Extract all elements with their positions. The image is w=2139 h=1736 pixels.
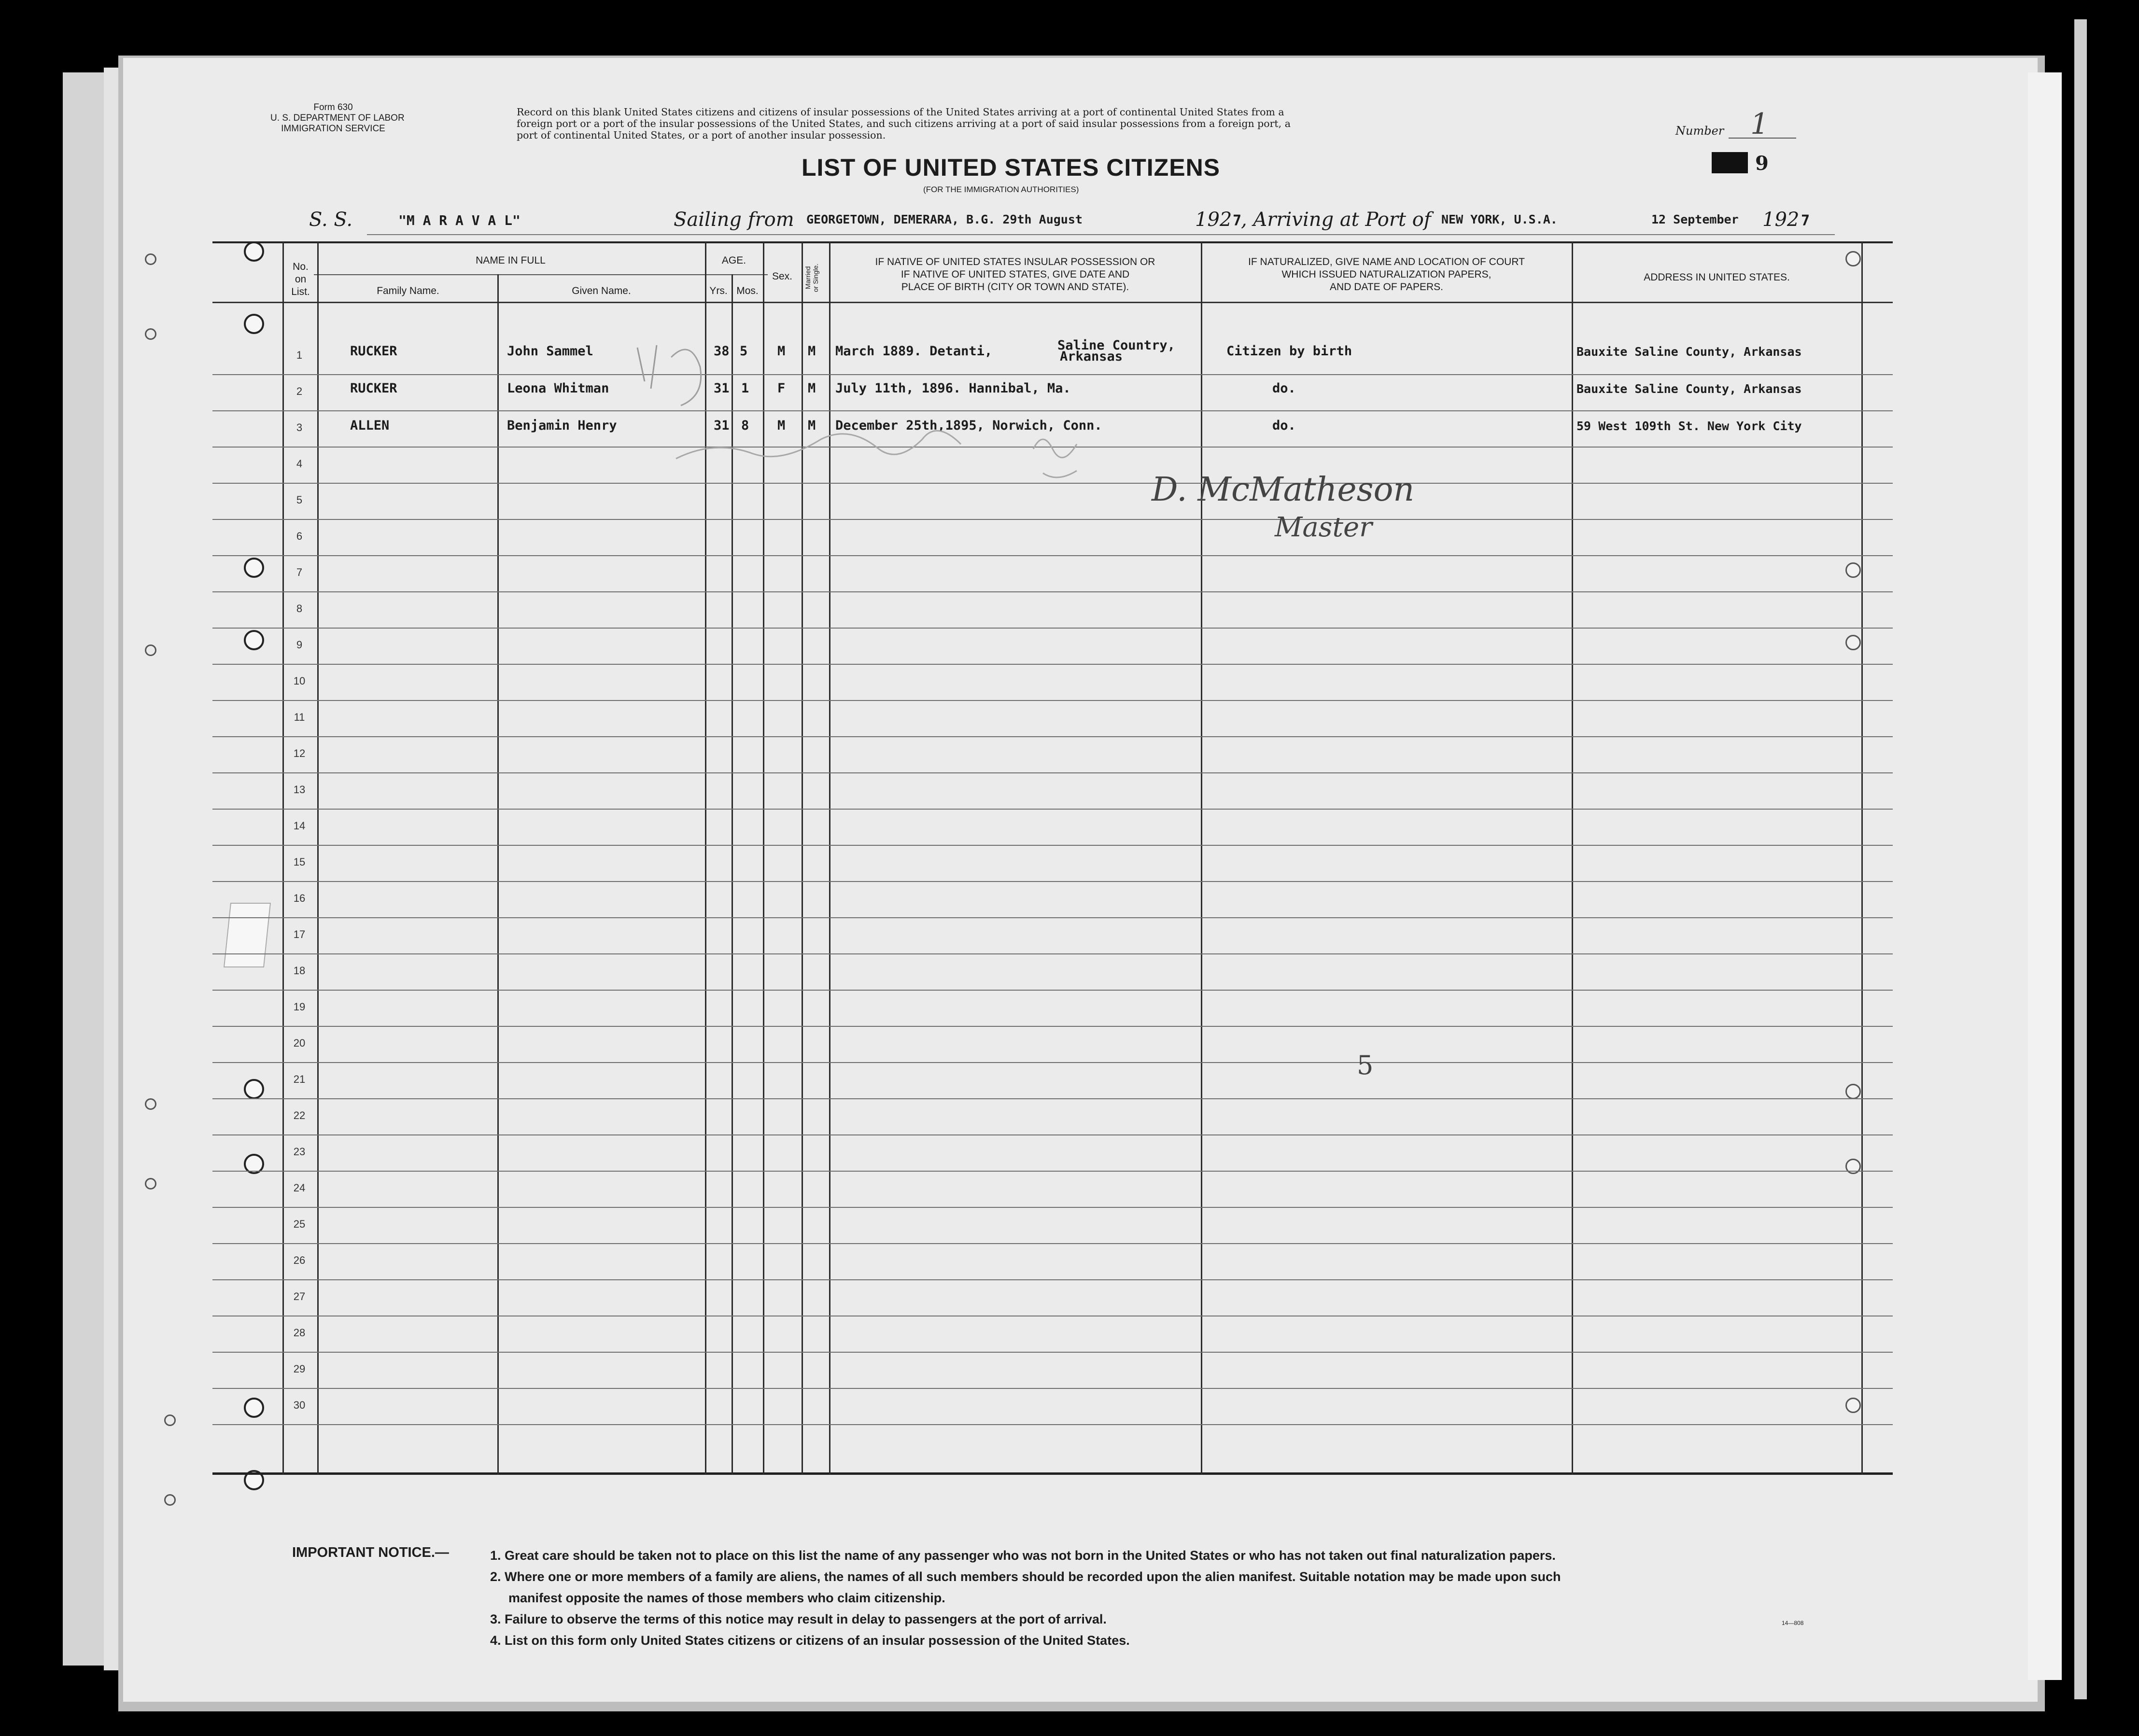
header-naturalized-line: AND DATE OF PAPERS. — [1330, 281, 1443, 293]
signature-title: Master — [1275, 512, 1372, 543]
row-number: 27 — [293, 1290, 306, 1302]
row-rule — [212, 1134, 1893, 1135]
row-rule — [212, 953, 1893, 954]
header-name-in-full: NAME IN FULL — [476, 255, 546, 266]
table-top-border — [212, 241, 1893, 243]
row-rule — [212, 917, 1893, 918]
notice-item: 2. Where one or more members of a family are aliens, the names of all such members should be recorded upon the alien manifest. Suitable notation may be made upon such — [490, 1569, 1561, 1584]
row-rule — [212, 881, 1893, 882]
birth-cell: July 11th, 1896. Hannibal, Ma. — [835, 381, 1071, 396]
punch-hole-icon — [244, 558, 264, 578]
arriving-label: , Arriving at Port of — [1241, 209, 1431, 231]
row-number: 1 — [296, 349, 303, 361]
binder-ring-icon — [145, 644, 156, 656]
print-code: 14—808 — [1782, 1620, 1804, 1626]
header-no-line: No. — [293, 261, 309, 272]
naturalized-cell: Citizen by birth — [1226, 344, 1352, 359]
row-number: 20 — [293, 1037, 306, 1049]
punch-hole-icon — [1845, 562, 1861, 578]
departure: GEORGETOWN, DEMERARA, B.G. 29th August — [806, 212, 1083, 226]
punch-hole-icon — [1845, 1159, 1861, 1174]
instruction-line: Record on this blank United States citizens and citizens of insular possessions of the United States arriving at a port of continental United States from a — [517, 106, 1284, 118]
header-family-name: Family Name. — [377, 285, 439, 296]
col-divider — [1861, 241, 1863, 1475]
header-no — [285, 261, 316, 298]
row-number: 3 — [296, 421, 303, 434]
family-name-cell: ALLEN — [350, 418, 390, 433]
row-number: 23 — [293, 1146, 306, 1158]
header-age: AGE. — [721, 255, 746, 266]
row-rule — [212, 990, 1893, 991]
ship-name: "M A R A V A L" — [398, 212, 521, 228]
notice-list — [490, 1545, 1561, 1651]
notice-heading: IMPORTANT NOTICE.— — [292, 1545, 449, 1560]
col-divider — [317, 241, 319, 1475]
row-number: 26 — [293, 1254, 306, 1266]
row-number: 2 — [296, 385, 303, 397]
voyage-underline — [367, 234, 1835, 235]
pencil-scribble — [628, 328, 1101, 512]
instruction-line: port of continental United States, or a port of another insular possession. — [517, 129, 886, 141]
address-cell: 59 West 109th St. New York City — [1576, 419, 1802, 433]
form-department: U. S. DEPARTMENT OF LABOR — [270, 113, 405, 123]
age-yrs-cell: 31 — [714, 418, 730, 433]
manifest-page — [123, 58, 2038, 1702]
binder-ring-icon — [145, 253, 156, 265]
row-rule — [212, 736, 1893, 737]
age-mos-cell: 8 — [741, 418, 749, 433]
row-number: 21 — [293, 1073, 306, 1085]
col-divider — [497, 274, 499, 1475]
header-native-line: IF NATIVE OF UNITED STATES, GIVE DATE AND — [901, 269, 1130, 280]
sex-cell: F — [777, 381, 786, 396]
punch-hole-icon — [244, 241, 264, 262]
row-number: 14 — [293, 820, 306, 832]
header-native — [830, 256, 1200, 294]
name-subheader-line — [314, 274, 758, 275]
header-married-line: or Single. — [812, 263, 819, 292]
arrival-date: 12 September — [1651, 212, 1739, 226]
row-rule — [212, 1352, 1893, 1353]
stamp-blot — [1712, 152, 1748, 173]
row-rule — [212, 628, 1893, 629]
punch-hole-icon — [244, 1079, 264, 1099]
birth-cell: March 1889. Detanti, — [835, 344, 993, 359]
page-edge — [2028, 72, 2062, 1680]
birth-cell: December 25th,1895, Norwich, Conn. — [835, 418, 1102, 433]
form-service: IMMIGRATION SERVICE — [281, 124, 385, 134]
row-rule — [212, 1171, 1893, 1172]
row-rule — [212, 1243, 1893, 1244]
row-number: 8 — [296, 602, 303, 615]
arrival-year: 7 — [1801, 212, 1810, 229]
year-prefix-2: 192 — [1762, 209, 1800, 231]
torn-patch — [224, 903, 271, 967]
age-yrs-cell: 31 — [714, 381, 730, 396]
notice-item: manifest opposite the names of those members who claim citizenship. — [508, 1591, 945, 1605]
given-name-cell: John Sammel — [507, 344, 593, 359]
header-address: ADDRESS IN UNITED STATES. — [1644, 272, 1790, 283]
row-rule — [212, 1062, 1893, 1063]
row-number: 30 — [293, 1399, 306, 1411]
page-number: 9 — [1755, 152, 1769, 175]
punch-hole-icon — [244, 1398, 264, 1418]
row-number: 15 — [293, 856, 306, 868]
row-number: 5 — [296, 494, 303, 506]
signature-name: D. McMatheson — [1152, 471, 1415, 509]
row-number: 29 — [293, 1363, 306, 1375]
header-native-line: IF NATIVE OF UNITED STATES INSULAR POSSESSION OR — [875, 256, 1155, 267]
family-name-cell: RUCKER — [350, 344, 397, 359]
page-title: LIST OF UNITED STATES CITIZENS — [802, 154, 1221, 181]
punch-hole-icon — [1845, 635, 1861, 650]
row-number: 22 — [293, 1109, 306, 1121]
row-rule — [212, 1279, 1893, 1280]
sex-cell: M — [777, 418, 786, 433]
row-rule — [212, 772, 1893, 773]
punch-hole-icon — [1845, 1398, 1861, 1413]
given-name-cell: Leona Whitman — [507, 381, 609, 396]
row-number: 4 — [296, 458, 303, 470]
ss-label: S. S. — [309, 209, 353, 231]
row-rule — [212, 700, 1893, 701]
row-number: 11 — [294, 711, 305, 723]
row-rule — [212, 591, 1893, 592]
col-divider — [282, 241, 284, 1475]
header-yrs: Yrs. — [709, 285, 728, 296]
binder-strip — [2074, 19, 2087, 1699]
married-cell: M — [808, 344, 816, 359]
sex-cell: M — [777, 344, 786, 359]
arrival-port: NEW YORK, U.S.A. — [1441, 212, 1558, 226]
row-number: 18 — [293, 965, 306, 977]
punch-hole-icon — [1845, 251, 1861, 266]
header-married-line: Married — [804, 266, 812, 289]
binder-ring-icon — [164, 1494, 176, 1506]
row-number: 6 — [296, 530, 303, 542]
row-rule — [212, 1424, 1893, 1425]
age-mos-cell: 5 — [740, 344, 748, 359]
row-number: 28 — [293, 1327, 306, 1339]
notice-item: 3. Failure to observe the terms of this notice may result in delay to passengers at the port of arrival. — [490, 1612, 1107, 1626]
age-mos-cell: 1 — [741, 381, 749, 396]
header-married — [804, 256, 828, 299]
row-number: 16 — [293, 892, 306, 904]
age-yrs-cell: 38 — [714, 344, 730, 359]
married-cell: M — [808, 418, 816, 433]
family-name-cell: RUCKER — [350, 381, 397, 396]
header-native-line: PLACE OF BIRTH (CITY OR TOWN AND STATE). — [901, 281, 1129, 293]
punch-hole-icon — [244, 314, 264, 334]
row-rule — [212, 664, 1893, 665]
number-label: Number — [1675, 124, 1724, 138]
number-value: 1 — [1750, 107, 1769, 141]
header-naturalized-line: IF NATURALIZED, GIVE NAME AND LOCATION OF COURT — [1248, 256, 1525, 267]
row-number: 17 — [293, 928, 306, 940]
header-given-name: Given Name. — [572, 285, 631, 296]
row-rule — [212, 1388, 1893, 1389]
header-bottom-border — [212, 302, 1893, 303]
margin-number: 5 — [1357, 1050, 1374, 1080]
row-rule — [212, 1207, 1893, 1208]
row-number: 25 — [293, 1218, 306, 1230]
row-number: 7 — [296, 566, 303, 578]
header-sex: Sex. — [772, 271, 793, 282]
form-number: Form 630 — [313, 102, 353, 112]
header-no-line: List. — [291, 286, 310, 297]
notice-item: 1. Great care should be taken not to place on this list the name of any passenger who was not born in the United States or who has not taken out final naturalization papers. — [490, 1548, 1556, 1563]
naturalized-cell: do. — [1272, 418, 1296, 433]
header-mos: Mos. — [736, 285, 759, 296]
naturalized-cell: do. — [1272, 381, 1296, 396]
col-divider — [1201, 241, 1202, 1475]
instruction-line: foreign port or a port of the insular possessions of the United States, and such citizens arriving at a port of said insular possessions from a foreign port, a — [517, 118, 1291, 129]
binder-ring-icon — [145, 1098, 156, 1110]
address-cell: Bauxite Saline County, Arkansas — [1576, 345, 1802, 359]
page-subtitle: (FOR THE IMMIGRATION AUTHORITIES) — [923, 185, 1079, 194]
col-divider — [1572, 241, 1573, 1475]
age-subheader-line — [705, 274, 768, 275]
row-number: 19 — [293, 1001, 306, 1013]
binder-ring-icon — [164, 1414, 176, 1426]
row-number: 12 — [293, 747, 306, 759]
row-rule — [212, 519, 1893, 520]
header-no-line: on — [295, 274, 307, 285]
sailing-label: Sailing from — [674, 209, 794, 231]
address-cell: Bauxite Saline County, Arkansas — [1576, 382, 1802, 396]
row-number: 24 — [293, 1182, 306, 1194]
row-rule — [212, 845, 1893, 846]
row-number: 9 — [296, 639, 303, 651]
married-cell: M — [808, 381, 816, 396]
row-rule — [212, 555, 1893, 556]
header-naturalized — [1202, 256, 1571, 294]
binder-ring-icon — [145, 328, 156, 340]
punch-hole-icon — [244, 630, 264, 650]
row-number: 10 — [293, 675, 306, 687]
row-rule — [212, 809, 1893, 810]
row-number: 13 — [293, 784, 306, 796]
row-rule — [212, 1026, 1893, 1027]
row-rule — [212, 1098, 1893, 1099]
birth-place-cell: Arkansas — [1060, 349, 1123, 364]
notice-item: 4. List on this form only United States citizens or citizens of an insular possession of the United States. — [490, 1633, 1130, 1648]
year-prefix: 192 — [1195, 209, 1232, 231]
binder-ring-icon — [145, 1178, 156, 1190]
form-info — [270, 102, 405, 134]
punch-hole-icon — [1845, 1084, 1861, 1099]
given-name-cell: Benjamin Henry — [507, 418, 617, 433]
table-bottom-border — [212, 1472, 1893, 1475]
header-naturalized-line: WHICH ISSUED NATURALIZATION PAPERS, — [1281, 269, 1492, 280]
departure-year: 7 — [1233, 212, 1242, 229]
instructions — [517, 106, 1291, 141]
birth-place-cell: Saline Country, — [1057, 338, 1175, 353]
